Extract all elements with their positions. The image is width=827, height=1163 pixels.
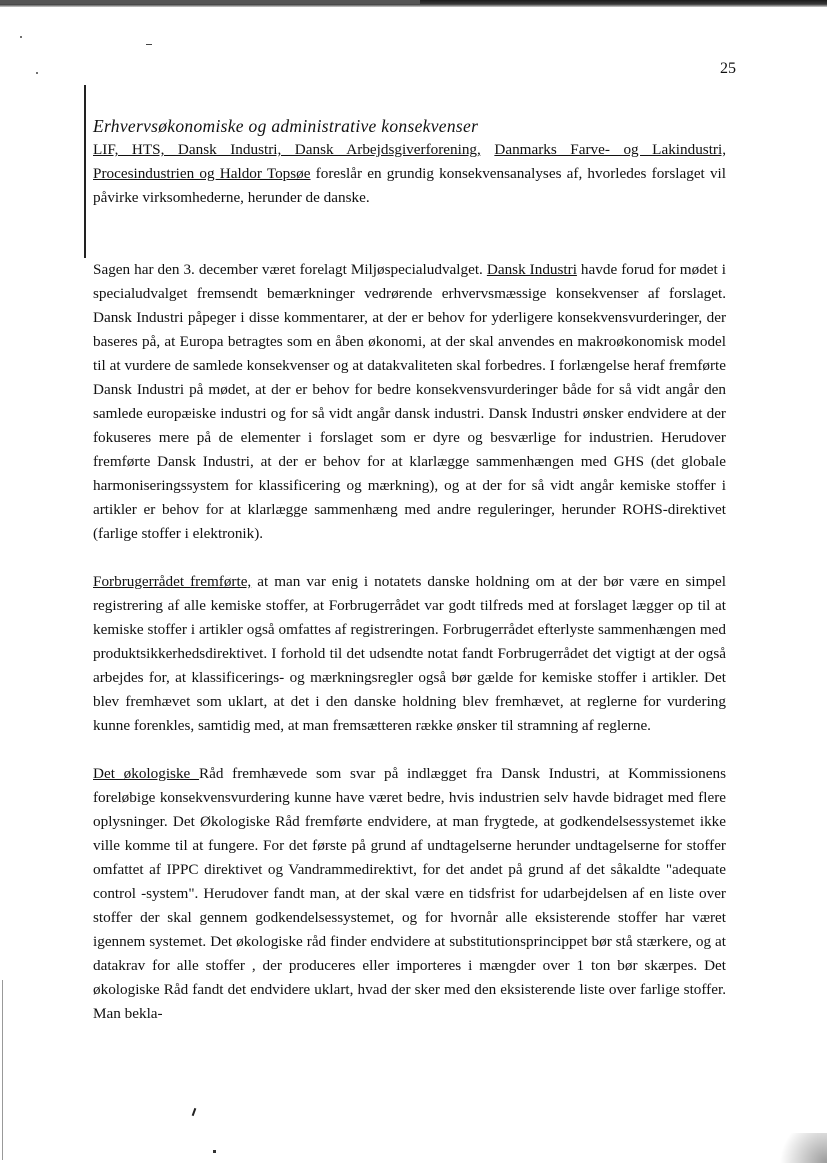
pen-mark <box>192 1108 197 1116</box>
org-list-underlined: LIF, HTS, Dansk Industri, Dansk Arbejdsgiverforening, <box>93 141 481 158</box>
paragraph-forbrugerraadet <box>93 570 726 738</box>
org-list-underlined: Danmarks Farve- og Lakindustri, <box>494 141 726 158</box>
scan-speck <box>146 44 152 45</box>
scan-corner-noise <box>767 1133 827 1163</box>
revision-bar <box>84 85 86 258</box>
scan-speck <box>20 36 22 38</box>
paragraph-text: at man var enig i notatets danske holdning om at der bør være en simpel registrering af alle kemiske stoffer, at Forbrugerrådet var godt tilfreds med at forslaget lægger op til at kemiske stoffer i artikler også omfattes af registreringen. Forbrugerrådet efterlyste sammenhængen med produktsikkerhedsdirektivet. I forhold til det udsendte notat fandt Forbrugerrådet det vigtigt at der også arbejdes for, at klassificerings- og mærkningsregler også bør gælde for kemiske stoffer i artikler. Det blev fremhævet som uklart, at det i den danske holdning blev fremhævet, at reglerne for vurdering kunne forenkles, samtidig med, at man fremsætteren række ønsker til stramning af reglerne. <box>93 573 726 734</box>
org-name-underlined: Forbrugerrådet fremførte, <box>93 573 252 590</box>
paragraph-text: foreslår en grundig konsekvensanalyses af, hvorledes forslaget vil påvirke virksomhederne, herunder de danske. <box>93 165 726 206</box>
document-body <box>93 114 726 1026</box>
paragraph-oekologiske-raad <box>93 762 726 1026</box>
scan-left-edge <box>2 980 3 1160</box>
org-name-underlined: Dansk Industri <box>486 261 577 278</box>
paragraph-text: havde forud for mødet i specialudvalget fremsendt bemærkninger vedrørende erhvervsmæssige konsekvenser af forslaget. Dansk Industri påpeger i disse kommentarer, at der er behov for yderligere konsekvensvurderinger, der baseres på, at Europa betragtes som en åben økonomi, at der skal anvendes en makroøkonomisk model til at vurdere de samlede konsekvenser og at datakvaliteten skal forbedres. I forlængelse heraf fremførte Dansk Industri på mødet, at der er behov for bedre konsekvensvurderinger både for så vidt angår den samlede europæiske industri og for så vidt angår dansk industri. Dansk Industri ønsker endvidere at der fokuseres mere på de elementer i forslaget som er dyre og besværlige for industrien. Herudover fremførte Dansk Industri, at der er behov for at klarlægge sammenhængen med GHS (det globale harmoniseringssystem for klassificering og mærkning), og at der for så vidt angår kemiske stoffer i artikler er behov for at klarlægge sammenhæng med andre reguleringer, herunder ROHS-direktivet (farlige stoffer i elektronik). <box>93 261 726 542</box>
org-name-underlined: Det økologiske <box>93 765 199 782</box>
page-number: 25 <box>720 60 736 77</box>
paragraph-intro <box>93 138 726 210</box>
org-list-underlined: Procesindustrien og Haldor Topsøe <box>93 165 311 182</box>
scan-speck <box>213 1150 216 1153</box>
section-heading: Erhvervsøkonomiske og administrative konsekvenser <box>93 116 479 136</box>
paragraph-text: Sagen har den 3. december været forelagt Miljøspecialudvalget. <box>93 261 487 278</box>
paragraph-dansk-industri <box>93 258 726 546</box>
paragraph-text: Råd fremhævede som svar på indlægget fra Dansk Industri, at Kommissionens foreløbige konsekvensvurdering kunne have været bedre, hvis industrien selv havde bidraget med flere oplysninger. Det Økologiske Råd fremførte endvidere, at man frygtede, at godkendelsessystemet ikke ville komme til at fungere. For det første på grund af undtagelserne herunder undtagelserne for stoffer omfattet af IPPC direktivet og Vandrammedirektivt, for det andet på grund af det såkaldte "adequate control -system". Herudover fandt man, at der skal være en tidsfrist for udarbejdelsen af en liste over stoffer der skal gennem godkendelsessystemet, og for hvornår alle eksisterende stoffer har været igennem systemet. Det økologiske råd finder endvidere at substitutionsprincippet bør stå stærkere, og at datakrav for alle stoffer , der produceres eller importeres i mængder over 1 ton bør skærpes. Det økologiske Råd fandt det endvidere uklart, hvad der sker med den eksisterende liste over farlige stoffer. Man bekla- <box>93 765 726 1022</box>
scan-top-notch <box>0 0 420 4</box>
scan-speck <box>36 72 38 74</box>
